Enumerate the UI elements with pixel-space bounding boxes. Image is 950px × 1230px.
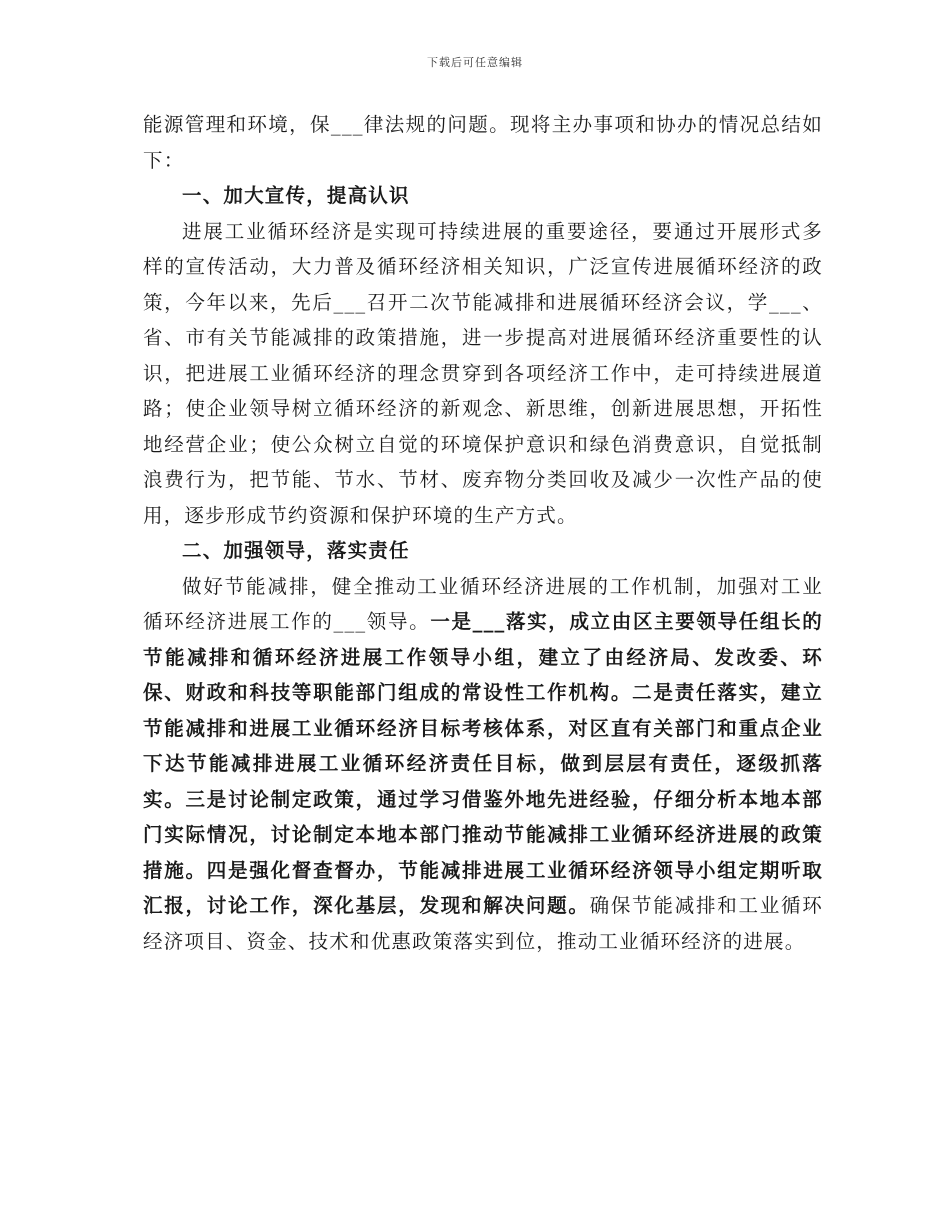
section-2-text-end: 确保节能减排和工业循环经济项目、资金、技术和优惠政策落实到位，推动工业循环经济的进展。 — [143, 894, 824, 953]
section-heading-1: 一、加大宣传，提高认识 — [182, 184, 410, 207]
section-2-text-start: 做好节能减排，健全推动工业循环经济进展的工作机制，加强对工业循环经济进展工作的___领导。 — [143, 574, 823, 633]
section-2-bold-text: 一是___落实，成立由区主要领导任组长的节能减排和循环经济进展工作领导小组，建立了由经济局、发改委、环保、财政和科技等职能部门组成的常设性工作机构。二是责任落实，建立节能减排和进展工业循环经济目标考核体系，对区直有关部门和重点企业下达节能减排进展工业循环经济责任目标，做到层层有责任，逐级抓落实。三是讨论制定政策，通过学习借鉴外地先进经验，仔细分析本地本部门实际情况，讨论制定本地本部门推动节能减排工业循环经济进展的政策措施。四是强化督查督办，节能减排进展工业循环经济领导小组定期听取汇报，讨论工作，深化基层，发现和解决问题。 — [143, 610, 823, 917]
page-header: 下载后可任意编辑 — [427, 56, 523, 69]
section-2-paragraph — [143, 569, 823, 960]
document-body — [143, 107, 823, 959]
intro-paragraph: 能源管理和环境，保___律法规的问题。现将主办事项和协办的情况总结如下： — [143, 113, 823, 172]
section-heading-2: 二、加强领导，落实责任 — [182, 539, 410, 562]
section-1-paragraph: 进展工业循环经济是实现可持续进展的重要途径，要通过开展形式多样的宣传活动，大力普及循环经济相关知识，广泛宣传进展循环经济的政策，今年以来，先后___召开二次节能减排和进展循环经济会议，学___、省、市有关节能减排的政策措施，进一步提高对进展循环经济重要性的认识，把进展工业循环经济的理念贯穿到各项经济工作中，走可持续进展道路；使企业领导树立循环经济的新观念、新思维，创新进展思想，开拓性地经营企业；使公众树立自觉的环境保护意识和绿色消费意识，自觉抵制浪费行为，把节能、节水、节材、废弃物分类回收及减少一次性产品的使用，逐步形成节约资源和保护环境的生产方式。 — [143, 219, 823, 527]
